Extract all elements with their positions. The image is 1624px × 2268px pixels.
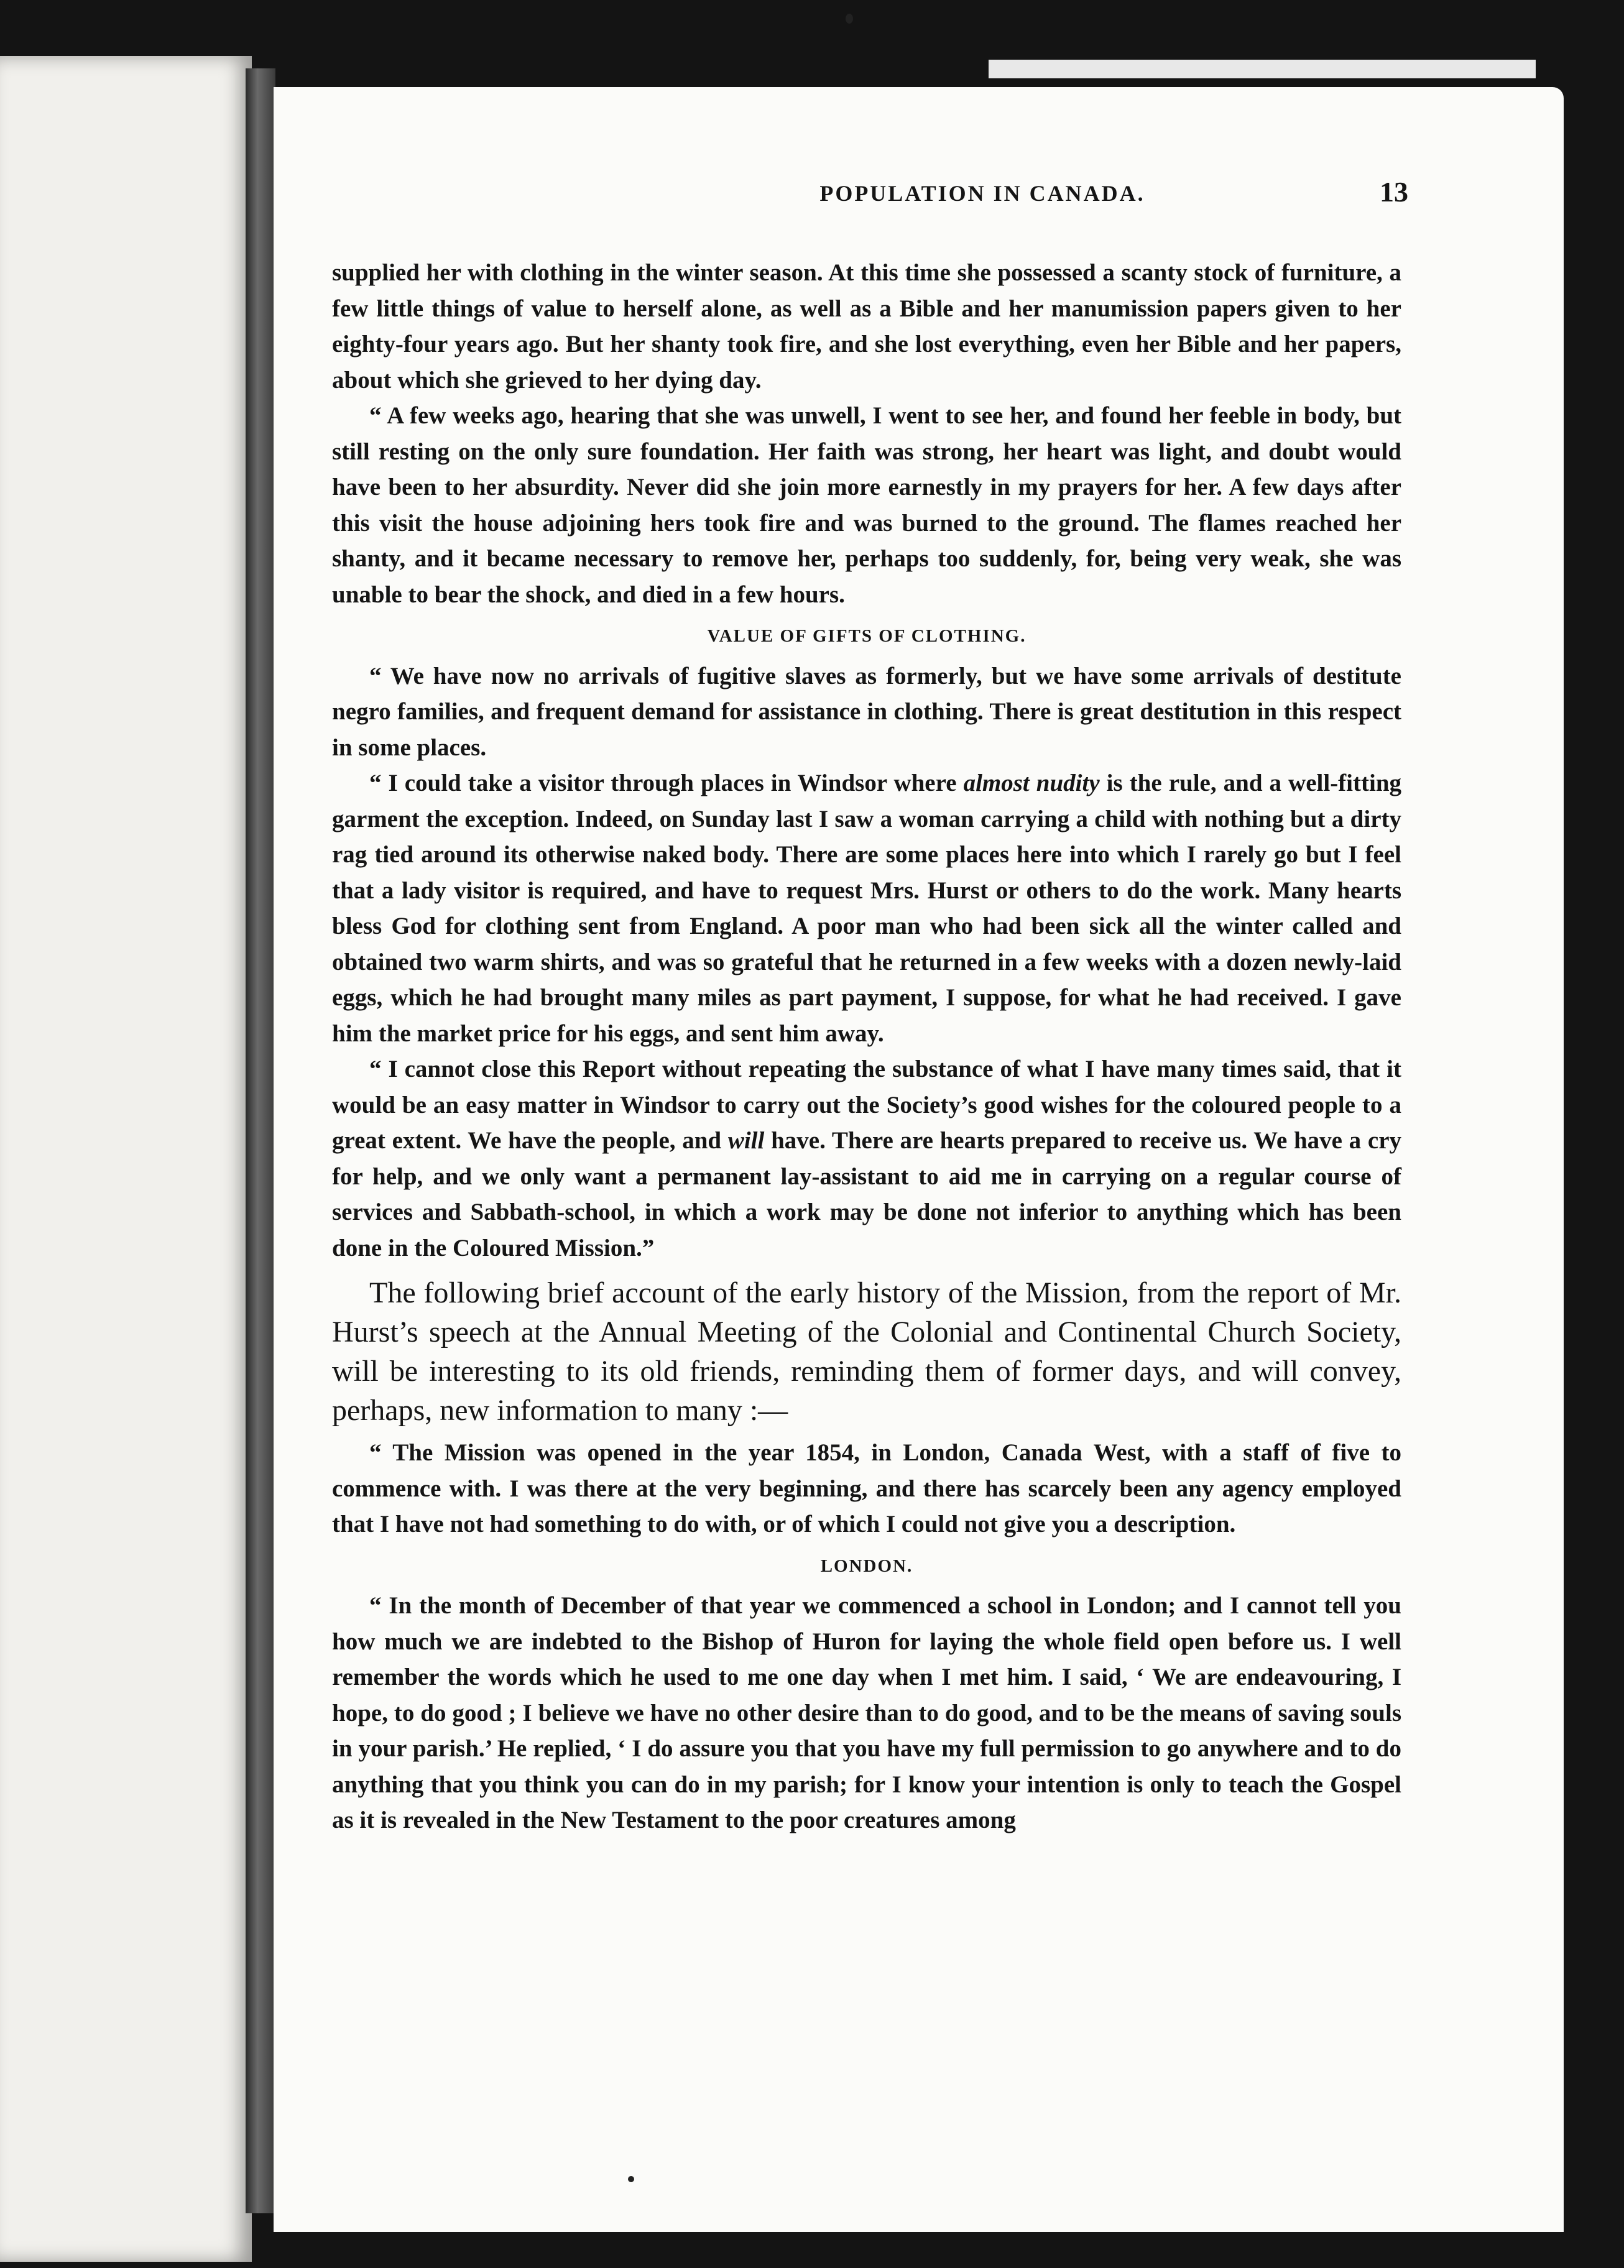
page-number: 13 (1380, 176, 1408, 208)
scan-speck (628, 2176, 634, 2182)
page-edge-strip (989, 60, 1536, 78)
facing-page-fragment (0, 56, 252, 2262)
scan-speck (846, 14, 853, 24)
text-span: is the rule, and a well-fitting garment the exception. Indeed, on Sunday last I saw a woman carrying a child with nothing but a dirty rag tied around its otherwise naked body. There are some places here into which I rarely go but I feel that a lady visitor is required, and have to request Mrs. Hurst or others to do the work. Many hearts bless God for clothing sent from England. A poor man who had been sick all the winter called and obtained two warm shirts, and was so grateful that he returned in a few weeks with a dozen newly-laid eggs, which he had brought many miles as part payment, I suppose, for what he had received. I gave him the market price for his eggs, and sent him away. (332, 770, 1402, 1047)
running-title: POPULATION IN CANADA. (819, 181, 1145, 206)
emphasis-text: will (727, 1127, 765, 1154)
text-span: “ I cannot close this Report without repeating the substance of what I have many times said, that it would be an easy matter in Windsor to carry out the Society’s good wishes for the coloured people to a great extent. We have the people, and (332, 1056, 1401, 1154)
book-page (274, 87, 1564, 2232)
section-heading: VALUE OF GIFTS OF CLOTHING. (707, 626, 1027, 646)
paragraph: “ The Mission was opened in the year 1854, in London, Canada West, with a staff of five to commence with. I was there at the very beginning, and there has scarcely been any agency employed that I have not had something to do with, or of which I could not give you a description. (332, 1439, 1401, 1537)
section-heading: LONDON. (820, 1556, 913, 1576)
paragraph (332, 1051, 1401, 1266)
intro-paragraph: The following brief account of the early history of the Mission, from the report of Mr. Hurst’s speech at the Annual Meeting of the Colonial and Continental Church Society, will be interesting to its old friends, reminding them of former days, and will convey, perhaps, new information to many :— (332, 1276, 1401, 1427)
page-body (332, 255, 1401, 1838)
paragraph (332, 765, 1401, 1051)
paragraph: “ We have now no arrivals of fugitive slaves as formerly, but we have some arrivals of destitute negro families, and frequent demand for assistance in clothing. There is great destitution in this respect in some places. (332, 662, 1401, 761)
text-span: “ I could take a visitor through places in Windsor where (369, 770, 964, 796)
facing-page-text (0, 56, 252, 2262)
paragraph: supplied her with clothing in the winter season. At this time she possessed a scanty stock of furniture, a few little things of value to herself alone, as well as a Bible and her manumission papers given to her eighty-four years ago. But her shanty took fire, and she lost everything, even her Bible and her papers, about which she grieved to her dying day. (332, 259, 1401, 394)
paragraph: “ In the month of December of that year we commenced a school in London; and I cannot tell you how much we are indebted to the Bishop of Huron for laying the whole field open before us. I well remember the words which he used to me one day when I met him. I said, ‘ We are endeavouring, I hope, to do good ; I believe we have no other desire than to do good, and to be the means of saving souls in your parish.’ He replied, ‘ I do assure you that you have my full permission to go anywhere and to do anything that you think you can do in my parish; for I know your intention is only to teach the Gospel as it is revealed in the New Testament to the poor creatures among (332, 1592, 1401, 1833)
page-header (274, 176, 1564, 218)
paragraph: “ A few weeks ago, hearing that she was unwell, I went to see her, and found her feeble in body, but still resting on the only sure foundation. Her faith was strong, her heart was light, and doubt would have been to her absurdity. Never did she join more earnestly in my prayers for her. A few days after this visit the house adjoining hers took fire and was burned to the ground. The flames reached her shanty, and it became necessary to remove her, perhaps too suddenly, for, being very weak, she was unable to bear the shock, and died in a few hours. (332, 402, 1401, 608)
text-span: have. There are hearts prepared to receive us. We have a cry for help, and we only want a permanent lay-assistant to aid me in carrying on a regular course of services and Sabbath-school, in which a work may be done not inferior to anything which has been done in the Coloured Mission.” (332, 1127, 1402, 1261)
emphasis-text: almost nudity (963, 770, 1100, 796)
book-binding-gutter (246, 68, 275, 2213)
